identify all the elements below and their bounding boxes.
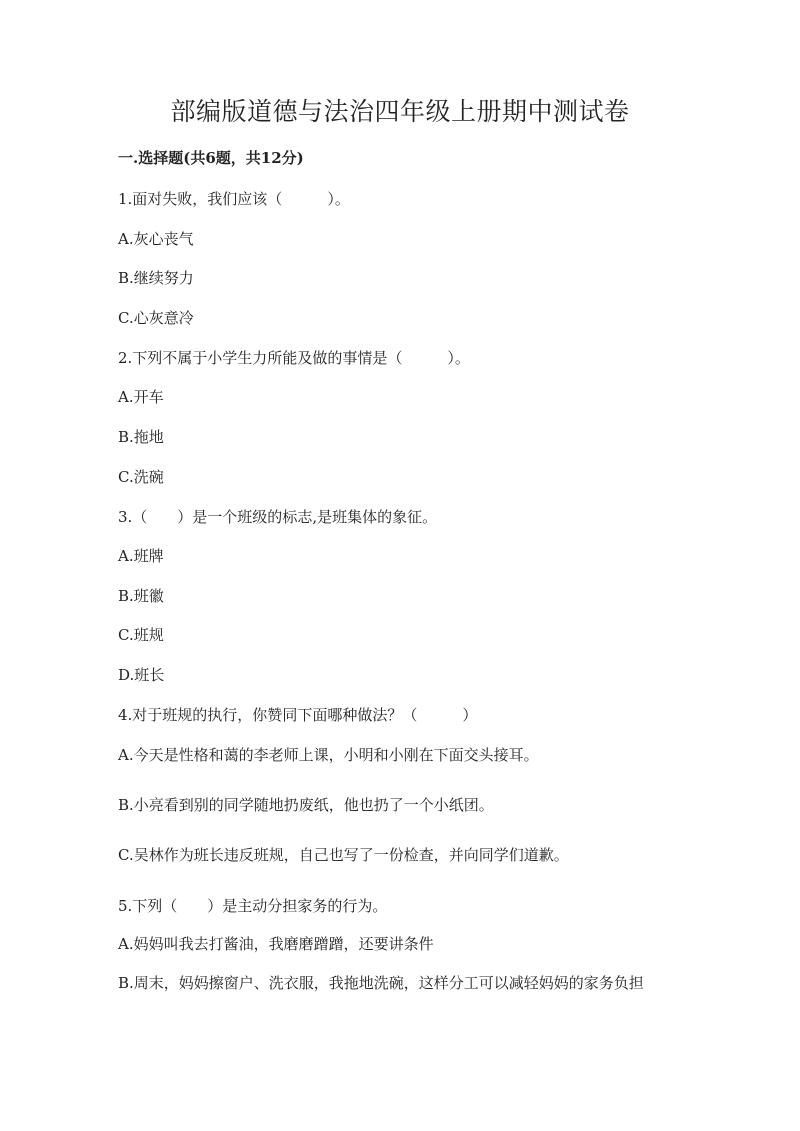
question-5-option-a: A.妈妈叫我去打酱油，我磨磨蹭蹭，还要讲条件 [118,935,434,953]
question-1-stem: 1.面对失败，我们应该（ ）。 [118,190,350,208]
question-5-option-b: B.周末，妈妈擦窗户、洗衣服，我拖地洗碗，这样分工可以减轻妈妈的家务负担 [118,974,644,992]
question-2-option-b: B.拖地 [118,428,164,446]
question-3-stem: 3.（ ）是一个班级的标志,是班集体的象征。 [118,508,438,526]
question-4-stem: 4.对于班规的执行，你赞同下面哪种做法？（ ） [118,706,478,724]
question-4-option-b: B.小亮看到别的同学随地扔废纸，他也扔了一个小纸团。 [118,796,494,814]
question-4-option-c: C.吴林作为班长违反班规，自己也写了一份检查，并向同学们道歉。 [118,846,569,864]
question-3-option-a: A.班牌 [118,547,164,565]
question-3-option-b: B.班徽 [118,587,164,605]
question-5-stem: 5.下列（ ）是主动分担家务的行为。 [118,897,388,915]
question-3-option-c: C.班规 [118,626,164,644]
question-2-option-c: C.洗碗 [118,468,164,486]
question-2-option-a: A.开车 [118,388,164,406]
question-4-option-a: A.今天是性格和蔼的李老师上课，小明和小刚在下面交头接耳。 [118,746,539,764]
exam-title: 部编版道德与法治四年级上册期中测试卷 [170,97,630,126]
question-1-option-c: C.心灰意冷 [118,309,194,327]
question-1-option-a: A.灰心丧气 [118,230,194,248]
question-3-option-d: D.班长 [118,666,165,684]
question-1-option-b: B.继续努力 [118,269,194,287]
question-2-stem: 2.下列不属于小学生力所能及做的事情是（ ）。 [118,349,470,367]
section-heading-choice: 一.选择题(共6题，共12分) [118,149,304,167]
